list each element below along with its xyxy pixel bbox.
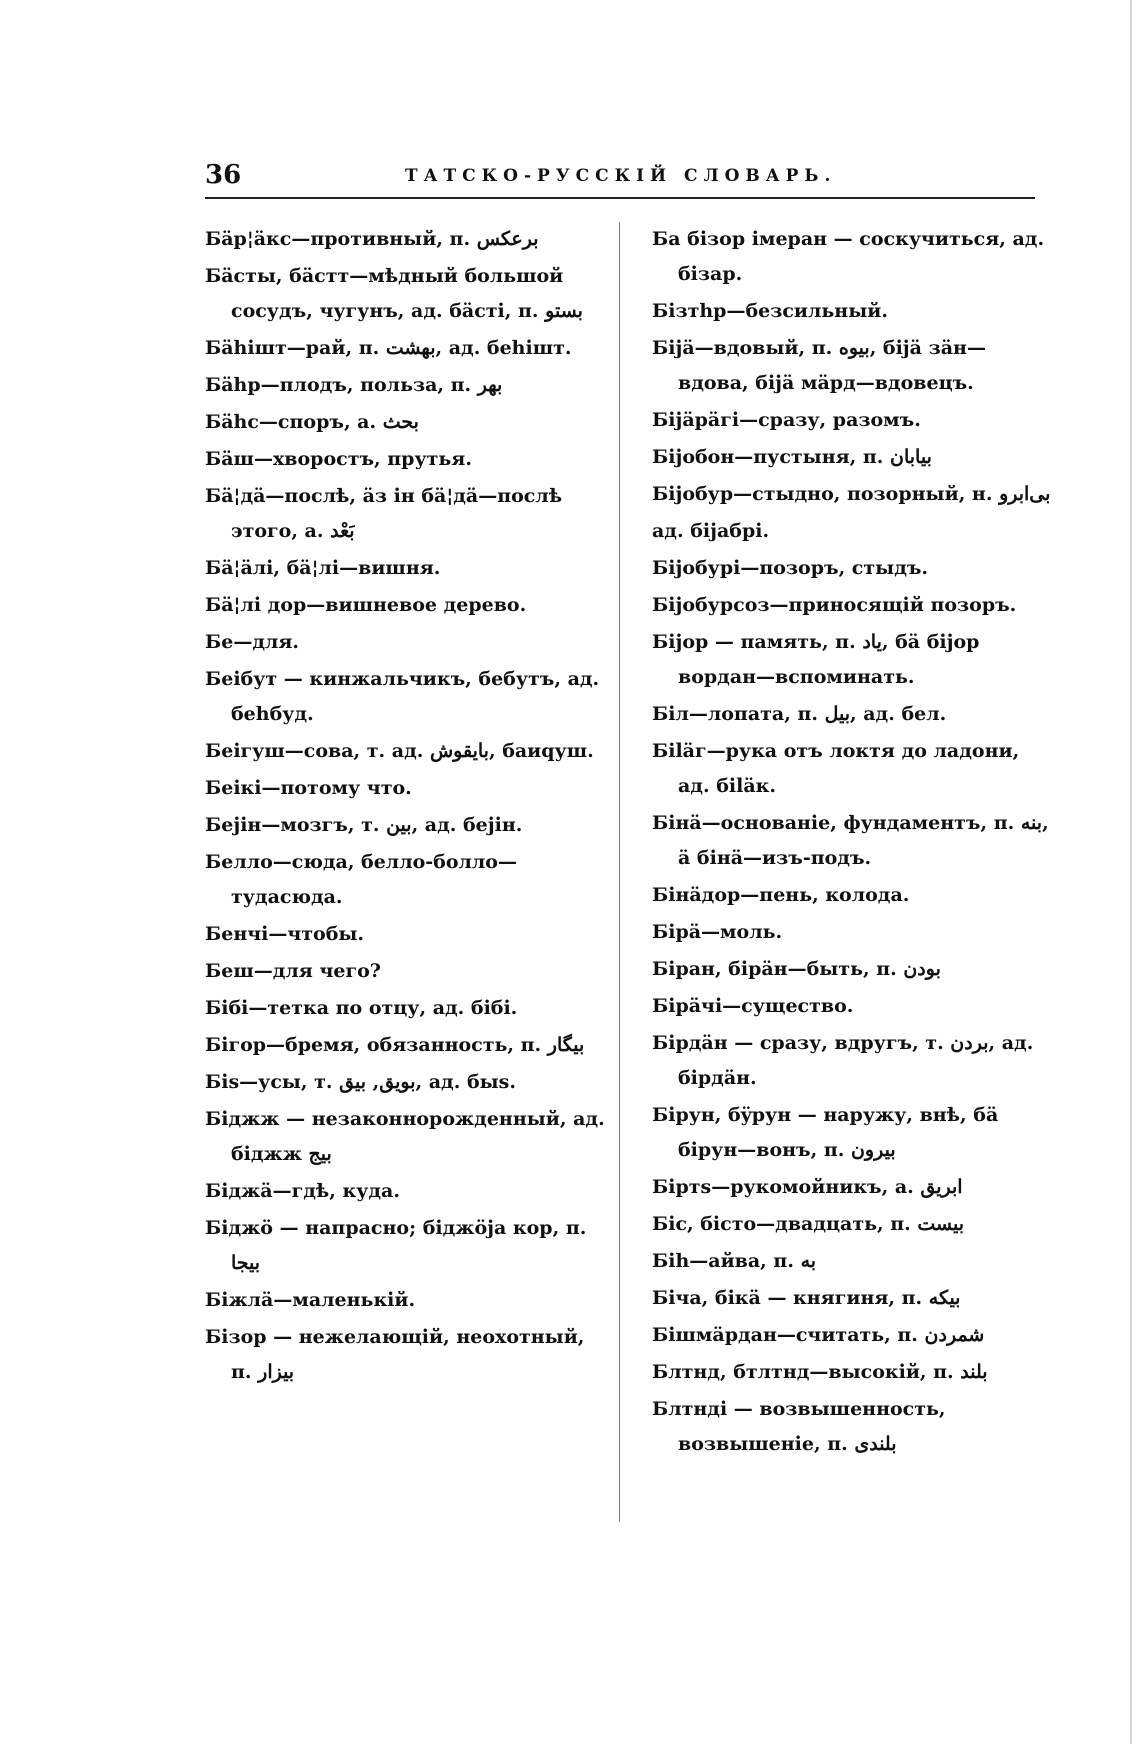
dictionary-entry: Бäһс—споръ, а. بحث [205,411,419,433]
column-divider [619,222,620,1522]
dictionary-entry: Біjобур—стыдно, позорный, н. بی‌ابرو [652,483,1051,505]
dictionary-entry: Белло—сюда, белло-болло—тудасюда. [205,851,517,908]
dictionary-entry: Бäһішт—рай, п. بهشت, ад. беһішт. [205,337,572,359]
dictionary-entry: Беібут — кинжальчикъ, бебутъ, ад. беһбуд. [205,668,600,725]
dictionary-entry: Бірäчі—существо. [652,995,854,1017]
dictionary-entry: Беікі—потому что. [205,777,412,799]
left-column [205,222,605,1392]
dictionary-entry: Бäсты, бäстт—мѣдный большой сосудъ, чугунъ, ад. бäсті, п. بستو [205,265,583,322]
dictionary-entry: Біjобурсоз—приносящій позоръ. [652,594,1017,616]
dictionary-entry: Біча, бікä — княгиня, п. بیکه [652,1287,961,1309]
page-edge [1130,0,1132,1744]
dictionary-entry: Біjобурі—позоръ, стыдъ. [652,557,929,579]
dictionary-entry: Біjä—вдовый, п. بیوه, біjä зäн—вдова, біjä мäрд—вдовецъ. [652,337,986,394]
page-header [205,160,1035,198]
dictionary-entry: Беш—для чего? [205,960,381,982]
dictionary-entry: Бäш—хворостъ, прутья. [205,448,472,470]
dictionary-entry: Бінäдор—пень, колода. [652,884,910,906]
dictionary-entry: ад. біjабрі. [652,520,770,542]
dictionary-entry: Біджж — незаконнорожденный, ад. біджж بیج [205,1108,605,1165]
dictionary-entry: Біран, бірäн—быть, п. بودن [652,958,941,980]
dictionary-entry: Бізор — нежелающій, неохотный, п. بیزار [205,1326,585,1383]
dictionary-entry: Біläг—рука отъ локтя до ладони, ад. біläк. [652,740,1020,797]
dictionary-entry: Беjін—мозгъ, т. بین, ад. беjін. [205,814,523,836]
dictionary-entry: Бібі—тетка по отцу, ад. бібі. [205,997,518,1019]
dictionary-entry: Бірун, бÿрун — наружу, внѣ, бä бірун—вонъ, п. بیرون [652,1104,999,1161]
dictionary-entry: Біл—лопата, п. بیل, ад. бел. [652,703,947,725]
dictionary-entry: Бäр¦äкс—противный, п. برعکس [205,228,539,250]
dictionary-entry: Біжлä—маленькій. [205,1289,416,1311]
dictionary-entry: Бірдäн — сразу, вдругъ, т. بردن, ад. бірдäн. [652,1032,1034,1089]
dictionary-entry: Беігуш—сова, т. ад. بایقوش, баиqуш. [205,740,594,762]
dictionary-entry: Біһ—айва, п. به [652,1250,817,1272]
header-rule [205,197,1035,199]
dictionary-entry: Бä¦лі дор—вишневое дерево. [205,594,527,616]
dictionary-entry: Бірä—моль. [652,921,783,943]
dictionary-entry: Біjäрäгі—сразу, разомъ. [652,409,921,431]
dictionary-entry: Бенчі—чтобы. [205,923,365,945]
dictionary-entry: Бігор—бремя, обязанность, п. بیگار [205,1034,585,1056]
dictionary-entry: Бішмäрдан—считать, п. شمردن [652,1324,985,1346]
dictionary-entry: Ба бізор імеран — соскучиться, ад. бізар. [652,228,1045,285]
running-title: ТАТСКО-РУССКІЙ СЛОВАРЬ. [405,166,837,186]
dictionary-entry: Бізтһр—безсильный. [652,300,888,322]
dictionary-entry: Блтнд, бтлтнд—высокій, п. بلند [652,1361,988,1383]
dictionary-entry: Біjор — память, п. یاد, бä біjор вордан—вспоминать. [652,631,980,688]
page-number: 36 [205,160,242,190]
dictionary-entry: Біс, бісто—двадцать, п. بیست [652,1213,965,1235]
dictionary-entry: Біjобон—пустыня, п. بیابان [652,446,932,468]
dictionary-entry: Бе—для. [205,631,300,653]
dictionary-entry: Бä¦дä—послѣ, äз ін бä¦дä—послѣ этого, а. بَعْد [205,485,563,542]
dictionary-entry: Біѕ—усы, т. بویق, بیق, ад. быѕ. [205,1071,516,1093]
dictionary-entry: Біджä—гдѣ, куда. [205,1180,400,1202]
dictionary-entry: Бä¦äлі, бä¦лі—вишня. [205,557,441,579]
dictionary-entry: Біртѕ—рукомойникъ, а. ابریق [652,1176,963,1198]
dictionary-entry: Біджö — напрасно; біджöjа кор, п. بیجا [205,1217,587,1274]
dictionary-entry: Бäһр—плодъ, польза, п. بهر [205,374,503,396]
right-column [652,222,1052,1464]
dictionary-entry: Блтнді — возвышенность, возвышеніе, п. بلندی [652,1398,946,1455]
dictionary-entry: Бінä—основаніе, фундаментъ, п. بنه, ä бінä—изъ-подъ. [652,812,1049,869]
